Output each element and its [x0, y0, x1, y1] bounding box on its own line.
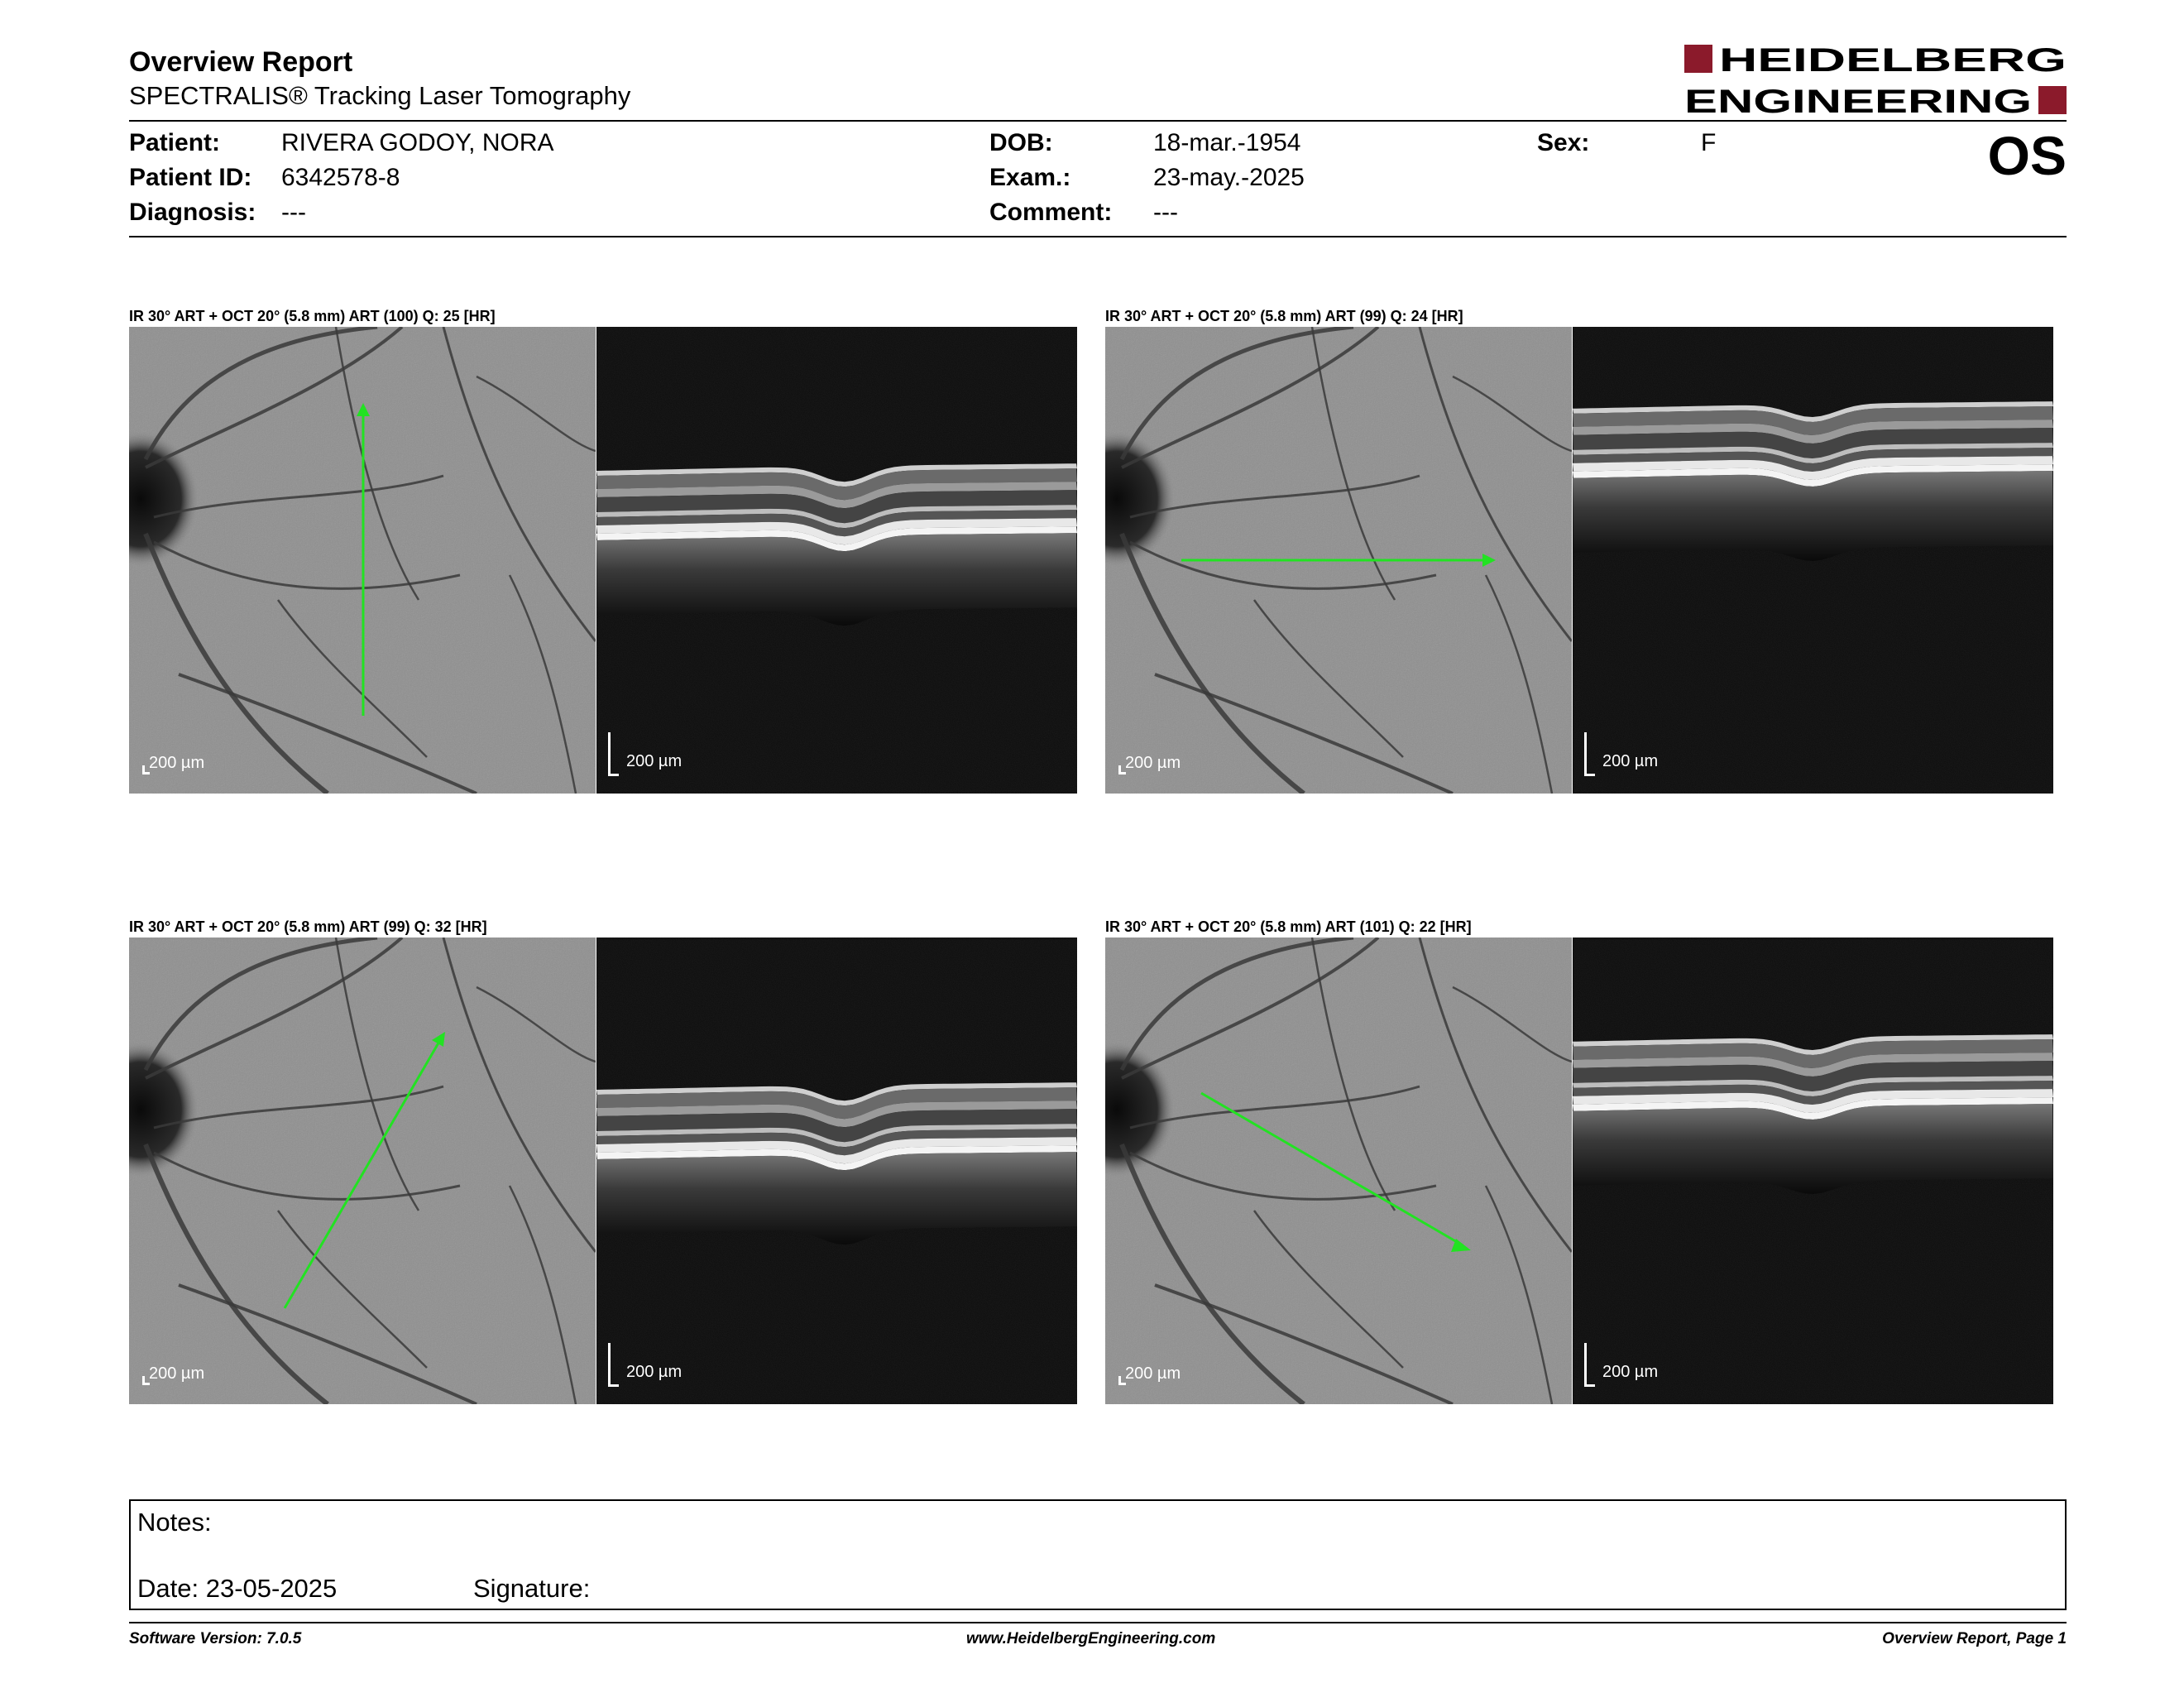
- fundus-image[interactable]: [1105, 327, 1572, 794]
- oct-bscan-image[interactable]: [1573, 938, 2053, 1404]
- oct-scalebar: 200 µm: [608, 732, 682, 751]
- fundus-scalebar: 200 µm: [1118, 754, 1181, 773]
- report-title: Overview Report: [129, 46, 353, 78]
- header-rule-top: [129, 120, 2067, 122]
- header-rule-bottom: [129, 236, 2067, 237]
- patient-label: Patient:: [129, 129, 221, 156]
- date-label: Date: 23-05-2025: [137, 1574, 338, 1603]
- diagnosis-value: ---: [281, 199, 306, 226]
- fundus-scalebar: 200 µm: [142, 1364, 204, 1383]
- diagnosis-label: Diagnosis:: [129, 199, 256, 226]
- sex-label: Sex:: [1537, 129, 1590, 156]
- software-version: Software Version: 7.0.5: [129, 1630, 302, 1647]
- comment-label: Comment:: [989, 199, 1113, 226]
- sex-value: F: [1701, 129, 1717, 156]
- scan-caption: IR 30° ART + OCT 20° (5.8 mm) ART (99) Q: 24 [HR]: [1105, 308, 1463, 324]
- exam-value: 23-may.-2025: [1153, 164, 1305, 191]
- oct-scalebar: 200 µm: [1584, 1343, 1658, 1362]
- notes-label: Notes:: [137, 1508, 212, 1537]
- scan-caption: IR 30° ART + OCT 20° (5.8 mm) ART (100) Q: 25 [HR]: [129, 308, 496, 324]
- website-link[interactable]: www.HeidelbergEngineering.com: [966, 1630, 1216, 1647]
- dob-label: DOB:: [989, 129, 1053, 156]
- fundus-image[interactable]: [1105, 938, 1572, 1404]
- oct-scalebar: 200 µm: [1584, 732, 1658, 751]
- footer-rule: [129, 1622, 2067, 1623]
- notes-box[interactable]: [129, 1499, 2067, 1610]
- scan-caption: IR 30° ART + OCT 20° (5.8 mm) ART (99) Q: 32 [HR]: [129, 918, 487, 935]
- dob-value: 18-mar.-1954: [1153, 129, 1301, 156]
- oct-scalebar: 200 µm: [608, 1343, 682, 1362]
- eye-indicator: OS: [1987, 125, 2067, 186]
- oct-bscan-image[interactable]: [596, 327, 1077, 794]
- heidelberg-logo: [1684, 43, 2067, 117]
- fundus-image[interactable]: [129, 938, 596, 1404]
- comment-value: ---: [1153, 199, 1178, 226]
- svg-text:HEIDELBERG: HEIDELBERG: [1719, 43, 2067, 79]
- page-indicator: Overview Report, Page 1: [1882, 1630, 2067, 1647]
- oct-bscan-image[interactable]: [1573, 327, 2053, 794]
- patient-name: RIVERA GODOY, NORA: [281, 129, 554, 156]
- fundus-scalebar: 200 µm: [142, 754, 204, 773]
- scan-caption: IR 30° ART + OCT 20° (5.8 mm) ART (101) Q: 22 [HR]: [1105, 918, 1472, 935]
- patient-id: 6342578-8: [281, 164, 400, 191]
- svg-text:ENGINEERING: ENGINEERING: [1684, 84, 2032, 117]
- oct-bscan-image[interactable]: [596, 938, 1077, 1404]
- fundus-image[interactable]: [129, 327, 596, 794]
- exam-label: Exam.:: [989, 164, 1071, 191]
- fundus-scalebar: 200 µm: [1118, 1364, 1181, 1383]
- signature-label: Signature:: [473, 1574, 591, 1603]
- report-subtitle: SPECTRALIS® Tracking Laser Tomography: [129, 81, 631, 110]
- patient-id-label: Patient ID:: [129, 164, 252, 191]
